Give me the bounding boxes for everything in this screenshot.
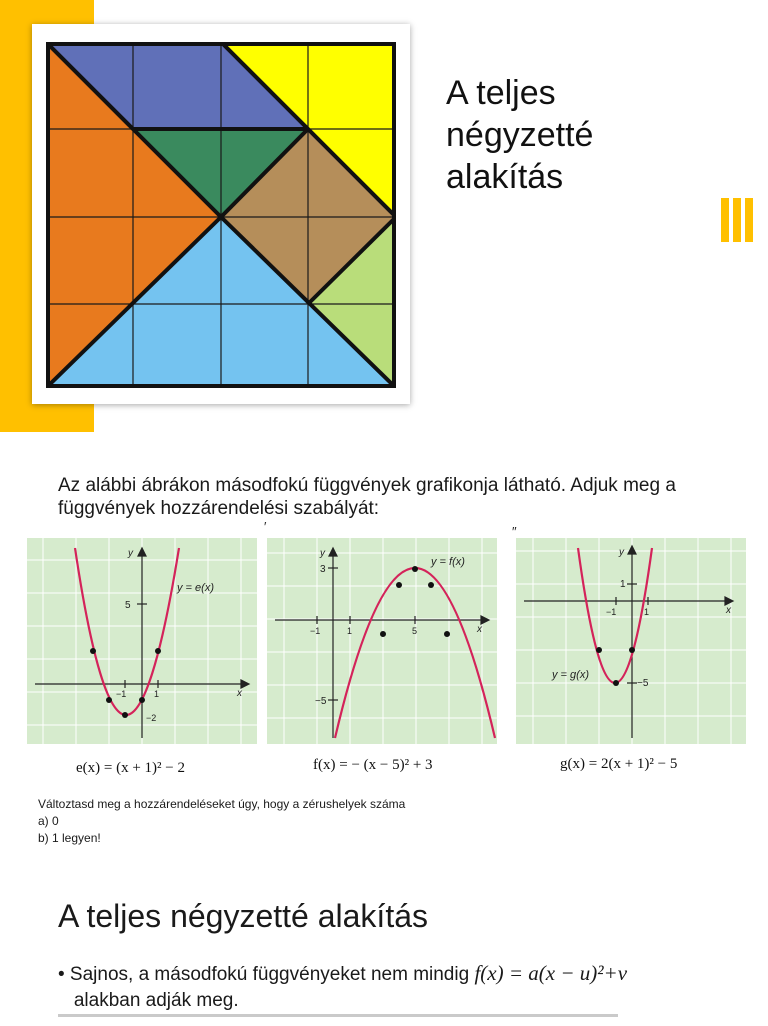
accent-stripes-icon	[721, 198, 757, 247]
xtick-label: −1	[310, 626, 321, 636]
task-question: Változtasd meg a hozzárendeléseket úgy, hogy a zérushelyek száma	[38, 797, 406, 811]
graph-f-label: y = f(x)	[431, 556, 465, 568]
parabola-e	[75, 548, 179, 715]
xtick-label: −1	[606, 607, 617, 617]
axis-y-label: y	[320, 548, 325, 559]
bullet-math: f(x) = a(x − u)²+v	[474, 961, 628, 985]
graph-e	[27, 538, 257, 744]
stray-mark: ′	[264, 519, 267, 534]
title-line-1: A teljes	[446, 74, 556, 112]
bullet-item	[58, 960, 758, 1014]
axis-x-label: x	[726, 605, 731, 616]
title-line-2: négyzetté	[446, 116, 594, 154]
task-item-a: a) 0	[38, 814, 59, 828]
cutoff-content	[58, 1014, 618, 1026]
axis-y-label: y	[619, 547, 624, 558]
bullet-lead: • Sajnos, a másodfokú függvényeket nem mindig	[58, 964, 470, 985]
axis-x-label: x	[237, 688, 242, 699]
graph-g	[516, 538, 746, 744]
intro-text: Az alábbi ábrákon másodfokú függvények grafikonja látható. Adjuk meg a függvények hozzárendelési szabályát:	[58, 475, 676, 519]
graph-f	[267, 538, 497, 744]
min-label: −2	[146, 713, 157, 723]
ytick-label: 3	[320, 564, 326, 575]
section-heading: A teljes négyzetté alakítás	[58, 898, 428, 934]
ytick-label: 1	[620, 579, 626, 590]
xtick-label: 1	[644, 607, 650, 617]
axis-x-label: x	[477, 624, 482, 635]
axis-y-label: y	[128, 548, 133, 559]
xtick-label: 1	[154, 689, 160, 699]
stray-mark: ″	[512, 524, 517, 539]
graph-g-label: y = g(x)	[552, 669, 589, 681]
graph-e-label: y = e(x)	[177, 582, 214, 594]
ytick-label: −5	[637, 678, 649, 689]
xtick-label: −1	[116, 689, 127, 699]
formula-g: g(x) = 2(x + 1)² − 5	[560, 756, 678, 772]
tangram-image	[46, 42, 396, 388]
xtick-label: 1	[347, 626, 353, 636]
slide-title	[446, 72, 706, 198]
bullet-tail: alakban adják meg.	[73, 990, 239, 1011]
title-line-3: alakítás	[446, 158, 564, 196]
parabola-f	[335, 568, 495, 738]
ytick-label: 5	[125, 600, 131, 611]
xtick-label: 5	[412, 626, 418, 636]
ytick-label: −5	[315, 696, 327, 707]
formula-e: e(x) = (x + 1)² − 2	[76, 760, 186, 776]
task-item-b: b) 1 legyen!	[38, 831, 101, 845]
task-text	[38, 796, 638, 847]
formula-f: f(x) = − (x − 5)² + 3	[313, 757, 433, 773]
